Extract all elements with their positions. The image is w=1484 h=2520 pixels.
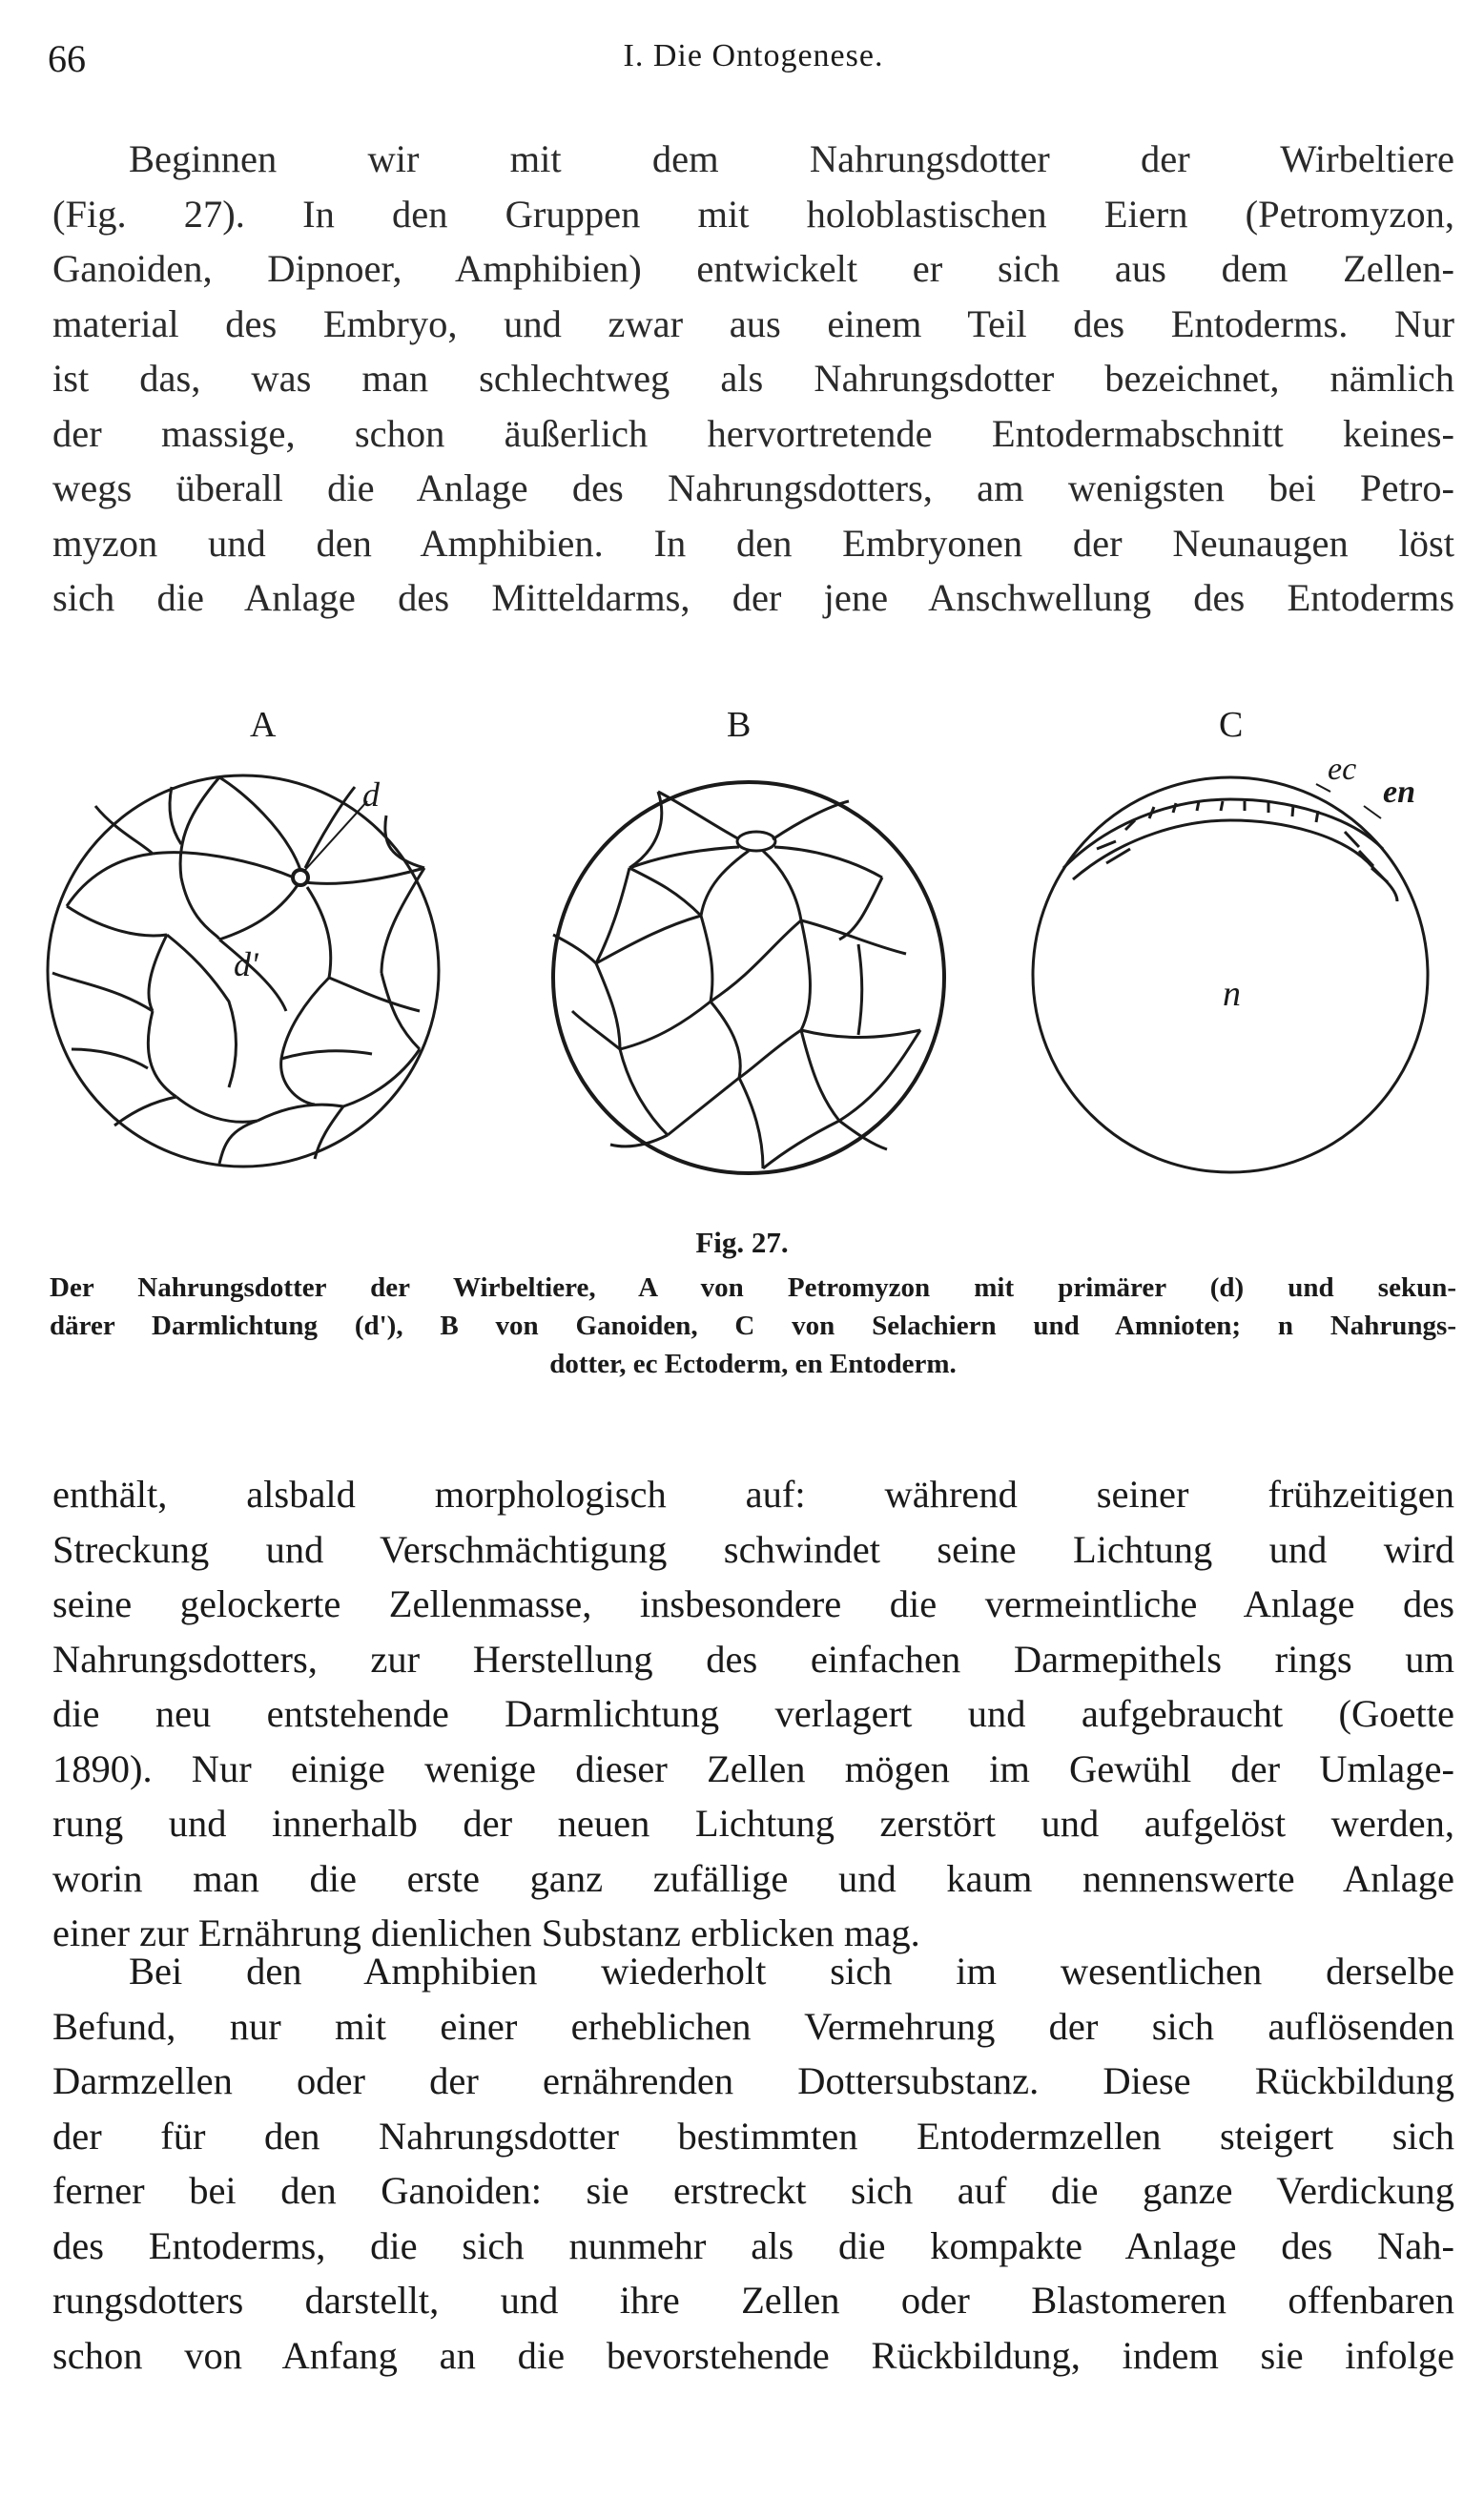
text-line: enthält, alsbald morphologisch auf: während seiner frühzeitigen xyxy=(52,1473,1454,1516)
text-line: Nahrungsdotters, zur Herstellung des einfachen Darmepithels rings um xyxy=(52,1637,1454,1681)
text-line: Beginnen wir mit dem Nahrungsdotter der Wirbeltiere xyxy=(129,137,1454,180)
text-line: (Fig. 27). In den Gruppen mit holoblastischen Eiern (Petromyzon, xyxy=(52,192,1454,236)
text-line: myzon und den Amphibien. In den Embryonen der Neunaugen löst xyxy=(52,521,1454,565)
text-line: sich die Anlage des Mitteldarms, der jene Anschwellung des Entoderms xyxy=(52,576,1454,619)
figure-letter-b: B xyxy=(727,705,752,745)
page-number: 66 xyxy=(48,37,86,80)
text-line: der massige, schon äußerlich hervortretende Entodermabschnitt keines- xyxy=(52,411,1454,455)
text-line: rung und innerhalb der neuen Lichtung zerstört und aufgelöst werden, xyxy=(52,1802,1454,1845)
text-line: Befund, nur mit einer erheblichen Vermehrung der sich auflösenden xyxy=(52,2004,1454,2048)
paragraph-2 xyxy=(52,1467,1454,1961)
text-line: wegs überall die Anlage des Nahrungsdotters, am wenigsten bei Petro- xyxy=(52,466,1454,509)
figure-number: Fig. 27. xyxy=(695,1226,789,1259)
text-line: einer zur Ernährung dienlichen Substanz erblicken mag. xyxy=(52,1911,920,1954)
paragraph-1 xyxy=(52,132,1454,626)
paragraph-3 xyxy=(52,1944,1454,2383)
text-line: der für den Nahrungsdotter bestimmten Entodermzellen steigert sich xyxy=(52,2114,1454,2158)
text-line: schon von Anfang an die bevorstehende Rückbildung, indem sie infolge xyxy=(52,2333,1454,2377)
text-line: seine gelockerte Zellenmasse, insbesondere die vermeintliche Anlage des xyxy=(52,1582,1454,1625)
figure-27-illustration xyxy=(0,725,1484,1221)
page-header xyxy=(48,36,1459,84)
figure-c-label-n: n xyxy=(1223,974,1241,1014)
text-line: Ganoiden, Dipnoer, Amphibien) entwickelt er sich aus dem Zellen- xyxy=(52,247,1454,290)
figure-caption xyxy=(50,1269,1456,1383)
text-line: des Entoderms, die sich nunmehr als die kompakte Anlage des Nah- xyxy=(52,2223,1454,2267)
text-line: ist das, was man schlechtweg als Nahrungsdotter bezeichnet, nämlich xyxy=(52,357,1454,400)
figure-a-label-d: d xyxy=(362,775,380,814)
text-line: Bei den Amphibien wiederholt sich im wesentlichen derselbe xyxy=(129,1950,1454,1993)
caption-line: dotter, ec Ectoderm, en Entoderm. xyxy=(549,1349,957,1379)
caption-line: därer Darmlichtung (d'), B von Ganoiden, C von Selachiern und Amnioten; n Nahrungs- xyxy=(50,1311,1456,1341)
figure-c-label-ec: ec xyxy=(1328,752,1357,787)
running-title: I. Die Ontogenese. xyxy=(623,38,884,73)
caption-line: Der Nahrungsdotter der Wirbeltiere, A von Petromyzon mit primärer (d) und sekun- xyxy=(50,1272,1456,1303)
figure-a-label-d-prime: d' xyxy=(234,945,258,983)
figure-letter-a: A xyxy=(250,705,277,745)
text-line: Darmzellen oder der ernährenden Dottersubstanz. Diese Rückbildung xyxy=(52,2059,1454,2102)
text-line: die neu entstehende Darmlichtung verlagert und aufgebraucht (Goette xyxy=(52,1692,1454,1735)
text-line: ferner bei den Ganoiden: sie erstreckt sich auf die ganze Verdickung xyxy=(52,2169,1454,2212)
text-line: 1890). Nur einige wenige dieser Zellen mögen im Gewühl der Umlage- xyxy=(52,1746,1454,1790)
text-line: worin man die erste ganz zufällige und kaum nennenswerte Anlage xyxy=(52,1856,1454,1900)
text-line: Streckung und Verschmächtigung schwindet seine Lichtung und wird xyxy=(52,1527,1454,1571)
text-line: rungsdotters darstellt, und ihre Zellen oder Blastomeren offenbaren xyxy=(52,2279,1454,2322)
text-line: material des Embryo, und zwar aus einem Teil des Entoderms. Nur xyxy=(52,301,1454,345)
figure-letter-c: C xyxy=(1219,705,1244,745)
figure-c-label-en: en xyxy=(1383,775,1415,810)
figure-b-drawing xyxy=(553,782,944,1173)
